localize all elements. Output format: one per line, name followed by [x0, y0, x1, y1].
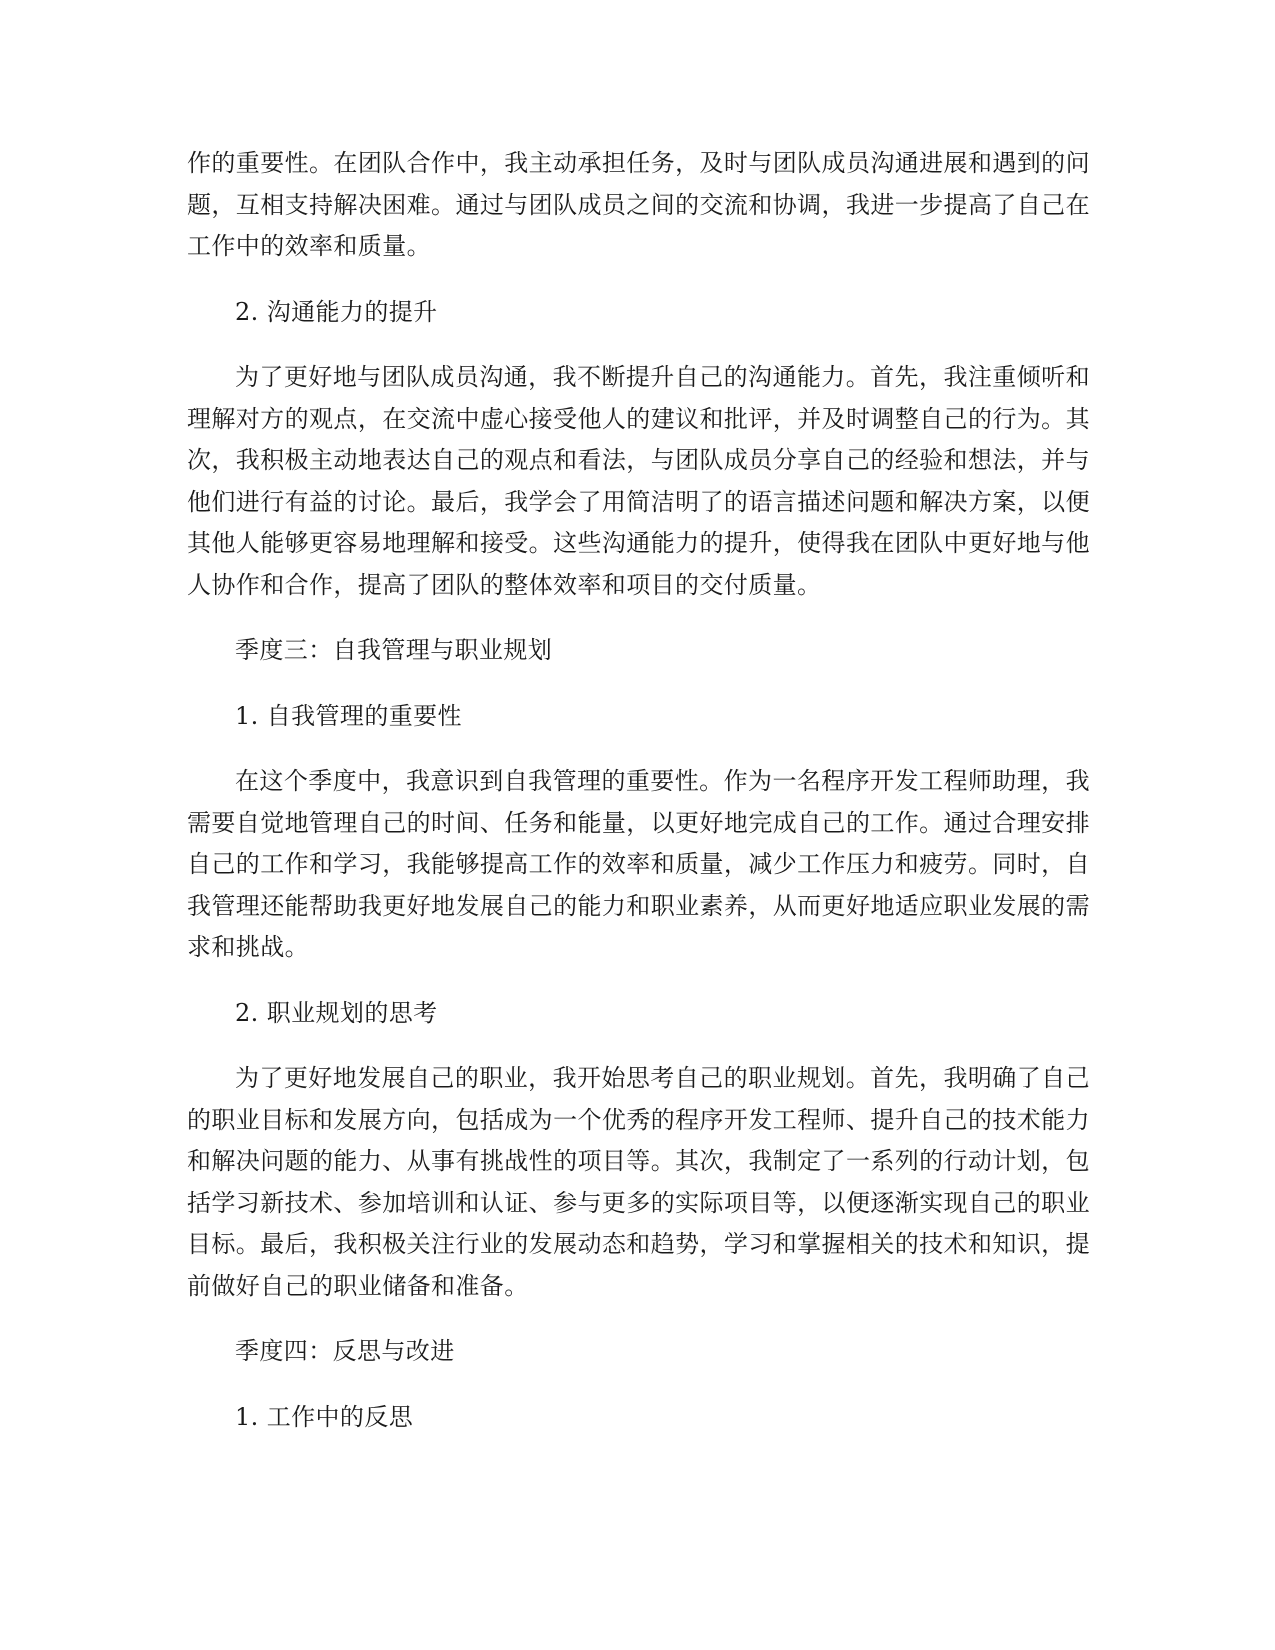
paragraph-gap	[187, 1307, 1090, 1331]
paragraph-teamwork-continued: 作的重要性。在团队合作中，我主动承担任务，及时与团队成员沟通进展和遇到的问题，互相支持解决困难。通过与团队成员之间的交流和协调，我进一步提高了自己在工作中的效率和质量。	[187, 149, 1090, 260]
paragraph-gap	[187, 333, 1090, 357]
paragraph-self-management: 在这个季度中，我意识到自我管理的重要性。作为一名程序开发工程师助理，我需要自觉地管理自己的时间、任务和能量，以更好地完成自己的工作。通过合理安排自己的工作和学习，我能够提高工作的效率和质量，减少工作压力和疲劳。同时，自我管理还能帮助我更好地发展自己的能力和职业素养，从而更好地适应职业发展的需求和挑战。	[187, 767, 1090, 961]
paragraph-communication: 为了更好地与团队成员沟通，我不断提升自己的沟通能力。首先，我注重倾听和理解对方的观点，在交流中虚心接受他人的建议和批评，并及时调整自己的行为。其次，我积极主动地表达自己的观点和看法，与团队成员分享自己的经验和想法，并与他们进行有益的讨论。最后，我学会了用简洁明了的语言描述问题和解决方案，以便其他人能够更容易地理解和接受。这些沟通能力的提升，使得我在团队中更好地与他人协作和合作，提高了团队的整体效率和项目的交付质量。	[187, 363, 1090, 599]
heading-work-reflection: 1. 工作中的反思	[235, 1402, 414, 1431]
heading-quarter-three: 季度三：自我管理与职业规划	[235, 636, 553, 664]
heading-self-management: 1. 自我管理的重要性	[235, 701, 462, 730]
document-body	[187, 143, 1090, 1438]
paragraph-gap	[187, 737, 1090, 761]
paragraph-gap	[187, 1034, 1090, 1058]
paragraph-gap	[187, 606, 1090, 630]
paragraph-gap	[187, 1373, 1090, 1397]
heading-career-planning: 2. 职业规划的思考	[235, 998, 438, 1027]
heading-communication-improvement: 2. 沟通能力的提升	[235, 297, 438, 326]
paragraph-gap	[187, 672, 1090, 696]
paragraph-gap	[187, 268, 1090, 292]
paragraph-career-planning: 为了更好地发展自己的职业，我开始思考自己的职业规划。首先，我明确了自己的职业目标和发展方向，包括成为一个优秀的程序开发工程师、提升自己的技术能力和解决问题的能力、从事有挑战性的项目等。其次，我制定了一系列的行动计划，包括学习新技术、参加培训和认证、参与更多的实际项目等，以便逐渐实现自己的职业目标。最后，我积极关注行业的发展动态和趋势，学习和掌握相关的技术和知识，提前做好自己的职业储备和准备。	[187, 1064, 1090, 1300]
paragraph-gap	[187, 969, 1090, 993]
heading-quarter-four: 季度四：反思与改进	[235, 1337, 455, 1365]
